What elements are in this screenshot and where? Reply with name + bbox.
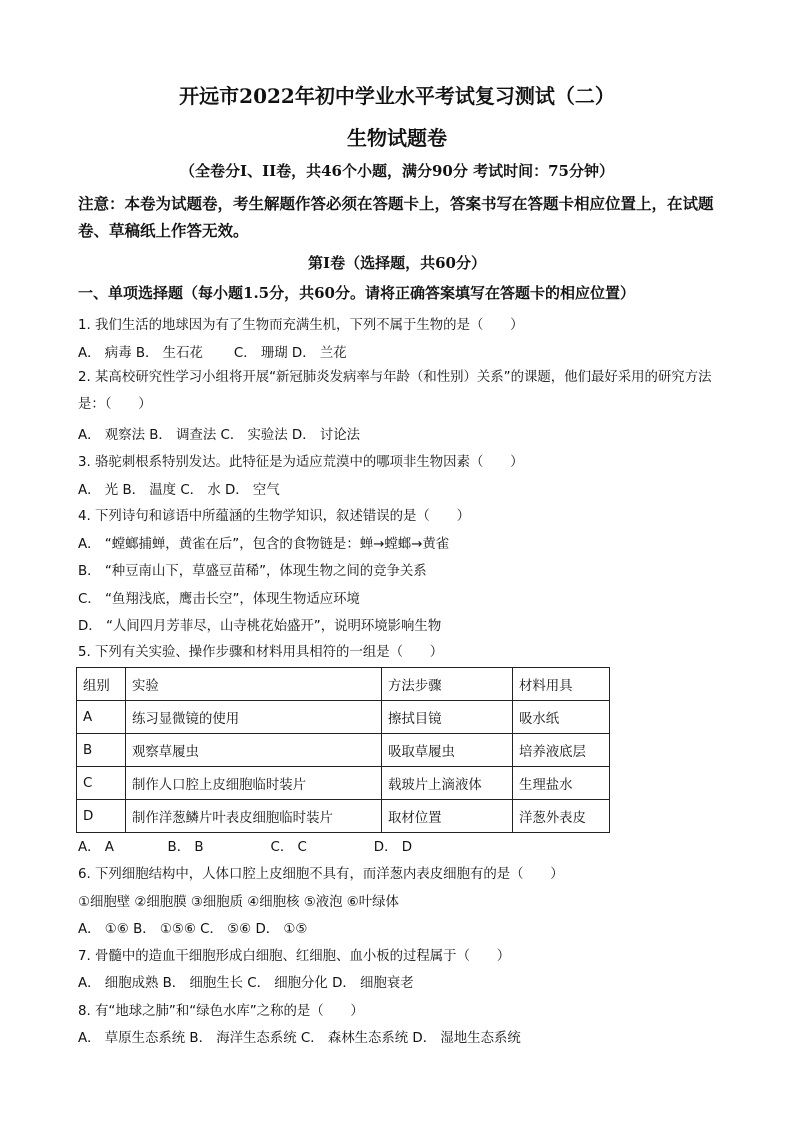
table-cell: 吸水纸	[513, 701, 610, 734]
exam-info: （全卷分I、II卷，共46个小题，满分90分 考试时间：75分钟）	[180, 162, 614, 180]
q5-options: A． A B． B C． C D． D	[78, 840, 413, 855]
q6-options: A． ①⑥ B． ①⑤⑥ C． ⑤⑥ D． ①⑤	[78, 922, 308, 937]
table-cell: 生理盐水	[513, 767, 610, 800]
q7-stem: 7. 骨髓中的造血干细胞形成白细胞、红细胞、血小板的过程属于（ ）	[78, 949, 511, 964]
q3-options: A． 光 B． 温度 C． 水 D． 空气	[78, 483, 280, 498]
table-row	[77, 734, 610, 767]
table-cell: 洋葱外表皮	[513, 800, 610, 833]
table-header-cell: 实验	[126, 668, 382, 701]
table-cell: 取材位置	[382, 800, 513, 833]
table-header-cell: 方法步骤	[382, 668, 513, 701]
table-cell: 擦拭目镜	[382, 701, 513, 734]
exam-title: 开远市2022年初中学业水平考试复习测试（二）	[179, 84, 615, 108]
table-cell: 制作人口腔上皮细胞临时装片	[126, 767, 382, 800]
experiment-table	[76, 667, 610, 833]
q2-options: A． 观察法 B． 调查法 C． 实验法 D． 讨论法	[78, 428, 361, 443]
table-cell: D	[77, 800, 126, 833]
table-cell: 载玻片上滴液体	[382, 767, 513, 800]
table-cell: 培养液底层	[513, 734, 610, 767]
q1-options: A． 病毒 B． 生石花 C． 珊瑚 D． 兰花	[78, 346, 347, 361]
q5-stem: 5. 下列有关实验、操作步骤和材料用具相符的一组是（ ）	[78, 645, 444, 660]
table-header-row	[77, 668, 610, 701]
q4-stem: 4. 下列诗句和谚语中所蕴涵的生物学知识，叙述错误的是（ ）	[78, 509, 470, 524]
table-cell: 吸取草履虫	[382, 734, 513, 767]
table-cell: A	[77, 701, 126, 734]
table-cell: 观察草履虫	[126, 734, 382, 767]
table-cell: 制作洋葱鳞片叶表皮细胞临时装片	[126, 800, 382, 833]
exam-notice: 注意：本卷为试题卷，考生解题作答必须在答题卡上，答案书写在答题卡相应位置上，在试题卷、草稿纸上作答无效。	[78, 194, 714, 240]
subject-title: 生物试题卷	[347, 126, 447, 150]
q7-options: A． 细胞成熟 B． 细胞生长 C． 细胞分化 D． 细胞衰老	[78, 976, 414, 991]
section-title: 一、单项选择题（每小题1.5分，共60分。请将正确答案填写在答题卡的相应位置）	[78, 284, 635, 302]
q4-option-b: B． “种豆南山下，草盛豆苗稀”，体现生物之间的竞争关系	[78, 564, 427, 579]
q4-option-c: C． “鱼翔浅底，鹰击长空”，体现生物适应环境	[78, 592, 360, 607]
table-cell: 练习显微镜的使用	[126, 701, 382, 734]
table-header-cell: 组别	[77, 668, 126, 701]
table-header-cell: 材料用具	[513, 668, 610, 701]
q8-options: A． 草原生态系统 B． 海洋生态系统 C． 森林生态系统 D． 湿地生态系统	[78, 1031, 521, 1046]
table-row	[77, 701, 610, 734]
table-cell: B	[77, 734, 126, 767]
q8-stem: 8. 有“地球之肺”和“绿色水库”之称的是（ ）	[78, 1004, 364, 1019]
q4-option-a: A． “螳螂捕蝉，黄雀在后”，包含的食物链是：蝉→螳螂→黄雀	[78, 537, 450, 552]
table-row	[77, 800, 610, 833]
q6-items: ①细胞壁 ②细胞膜 ③细胞质 ④细胞核 ⑤液泡 ⑥叶绿体	[78, 895, 399, 910]
q2-stem: 2. 某高校研究性学习小组将开展“新冠肺炎发病率与年龄（和性别）关系”的课题，他们最好采用的研究方法是：（ ）	[78, 370, 712, 412]
q4-option-d: D． “人间四月芳菲尽，山寺桃花始盛开”，说明环境影响生物	[78, 619, 442, 634]
table-row	[77, 767, 610, 800]
q3-stem: 3. 骆驼刺根系特别发达。此特征是为适应荒漠中的哪项非生物因素（ ）	[78, 455, 524, 470]
part-title: 第I卷（选择题，共60分）	[308, 254, 486, 272]
q1-stem: 1. 我们生活的地球因为有了生物而充满生机，下列不属于生物的是（ ）	[78, 318, 524, 333]
table-cell: C	[77, 767, 126, 800]
q6-stem: 6. 下列细胞结构中，人体口腔上皮细胞不具有，而洋葱内表皮细胞有的是（ ）	[78, 867, 564, 882]
